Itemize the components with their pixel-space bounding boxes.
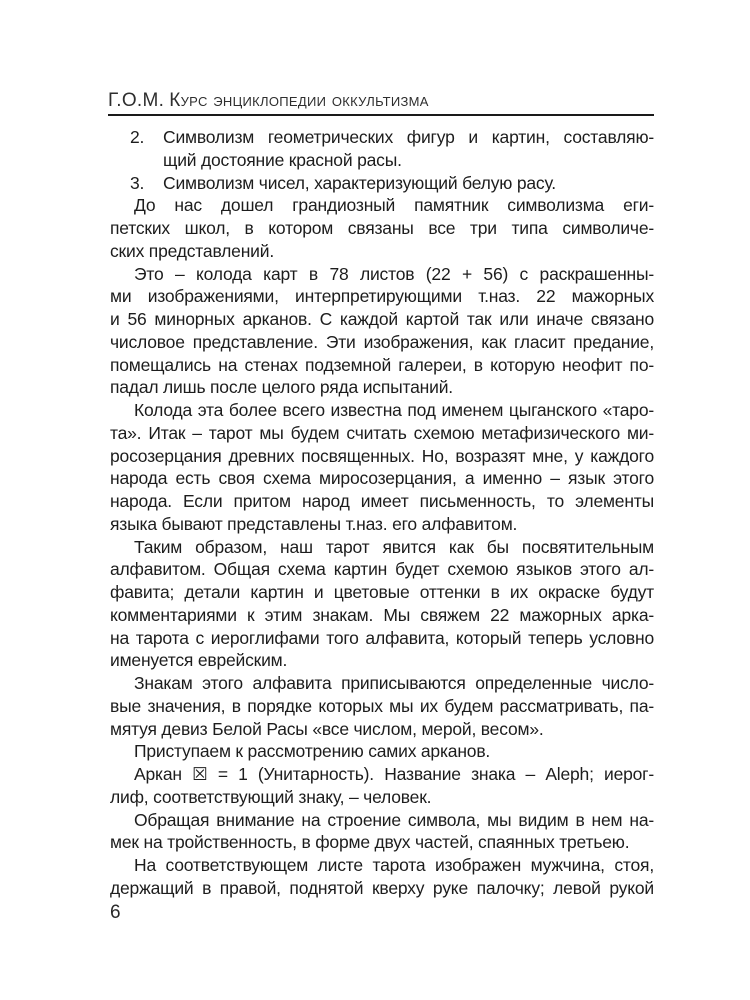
text-line: Аркан ☒ = 1 (Унитарность). Название знака – Aleph; иерог- [134,764,654,784]
text-line: ми изображениями, интерпретирующими т.наз. 22 мажорных [110,286,654,307]
text-line: языка бывают представлены т.наз. его алфавитом. [110,513,518,534]
text-line: 2. Символизм геометрических фигур и картин, составляю- [130,127,654,147]
text-line: та». Итак – тарот мы будем считать схемою метафизического ми- [110,422,654,443]
text-line: фавита; детали картин и цветовые оттенки в их окраске будут [110,582,654,602]
text-line: Колода эта более всего известна под именем цыганского «таро- [134,400,654,420]
text-line: помещались на стенах подземной галереи, в которую неофит по- [110,354,654,375]
text-line: лиф, соответствующий знаку, – человек. [110,786,432,807]
text-line: Таким образом, наш тарот явится как бы посвятительным [134,536,654,557]
text-line: именуется еврейским. [110,650,288,671]
text-line: мек на тройственность, в форме двух частей, спаянных третьею. [110,832,630,853]
text-line: Знакам этого алфавита приписываются определенные число- [134,673,654,693]
list-number: 3. [130,172,145,193]
text-line: Это – колода карт в 78 листов (22 + 56) с раскрашенны- [134,263,654,284]
text-line: народа. Если притом народ имеет письменность, то элементы [110,491,654,511]
text-line: числовое представление. Эти изображения, как гласит предание, [110,331,654,352]
list-number: 2. [130,127,145,147]
page-number: 6 [110,902,121,923]
header-author: Г.О.М. [108,90,165,111]
text-line: алфавитом. Общая схема картин будет схемою языков этого ал- [110,559,654,580]
text-line: падал лишь после целого ряда испытаний. [110,377,453,398]
text-line: На соответствующем листе тарота изображен мужчина, стоя, [134,855,654,875]
running-header [108,90,429,112]
text-line: вые значения, в порядке которых мы их будем рассматривать, па- [110,695,654,716]
text-line: на тарота с иероглифами того алфавита, который теперь условно [110,627,654,648]
header-rule-divider [108,114,654,116]
text-line: 3. Символизм чисел, характеризующий белую расу. [130,172,556,193]
text-line: комментариями к этим знакам. Мы свяжем 22 мажорных арка- [110,604,654,625]
text-line: народа есть своя схема миросозерцания, а именно – язык этого [110,468,654,489]
text-line: и 56 минорных арканов. С каждой картой так или иначе связано [110,309,654,329]
text-line: держащий в правой, поднятой кверху руке палочку; левой рукой [110,877,654,898]
text-line: щий достояние красной расы. [163,149,402,170]
text-line: мятуя девиз Белой Расы «все числом, мерой, весом». [110,718,544,739]
page-body-text [110,126,654,900]
header-title: Курс энциклопедии оккультизма [169,90,429,111]
text-line: росозерцания древних посвященных. Но, возразят мне, у каждого [110,445,654,466]
text-line: До нас дошел грандиозный памятник символизма еги- [134,195,654,216]
text-line: Приступаем к рассмотрению самих арканов. [134,741,491,762]
text-line: ских представлений. [110,240,274,261]
text-line: петских школ, в котором связаны все три типа символиче- [110,218,654,238]
text-line: Обращая внимание на строение символа, мы видим в нем на- [134,809,654,830]
